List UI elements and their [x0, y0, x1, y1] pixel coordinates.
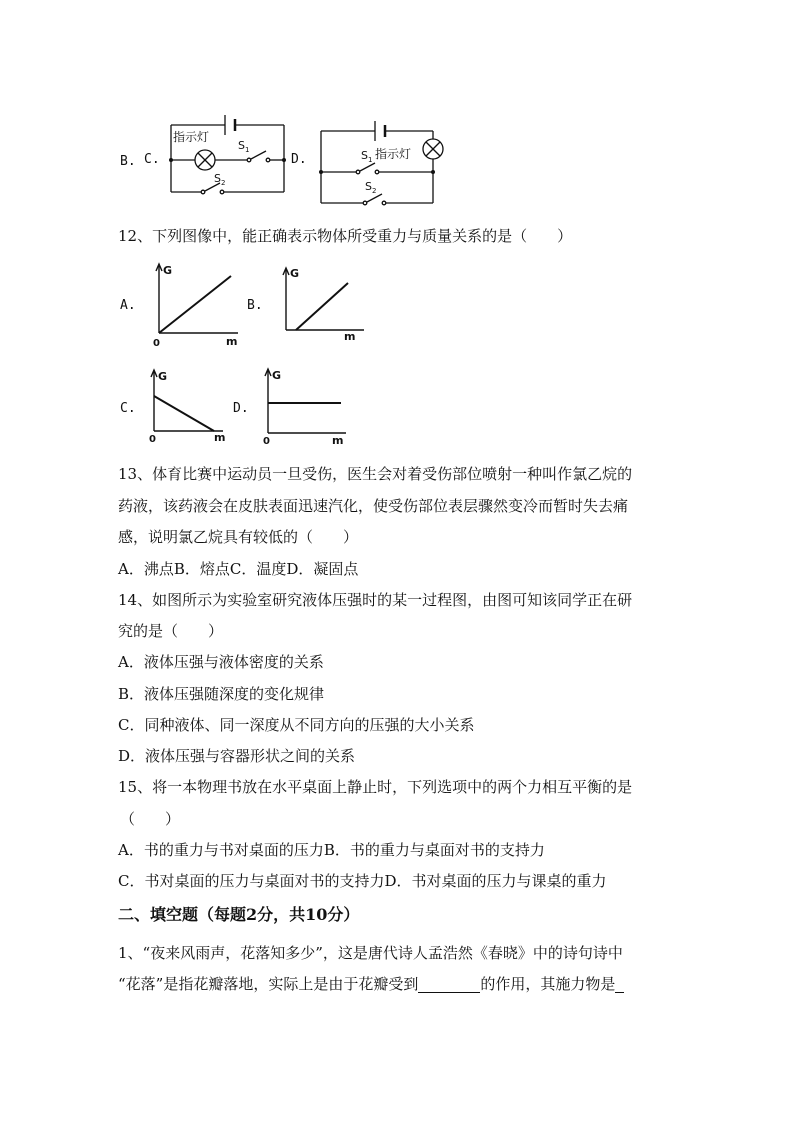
question-12-stem: 12、下列图像中，能正确表示物体所受重力与质量关系的是（ ）: [118, 227, 573, 245]
question-14-option-b: B．液体压强随深度的变化规律: [118, 685, 325, 703]
option-b-label: B.: [120, 154, 136, 169]
answer-blank[interactable]: [418, 977, 480, 993]
question-15-options-ab: A．书的重力与书对桌面的压力B．书的重力与桌面对书的支持力: [118, 841, 545, 859]
question-13-line-2: 药液，该药液会在皮肤表面迅速汽化，使受伤部位表层骤然变冷而暂时失去痛: [118, 497, 629, 515]
question-14-line-1: 14、如图所示为实验室研究液体压强时的某一过程图，由图可知该同学正在研: [118, 591, 633, 609]
svg-text:0: 0: [153, 338, 160, 349]
svg-text:G: G: [158, 370, 168, 383]
svg-text:m: m: [214, 431, 226, 444]
svg-text:m: m: [226, 335, 238, 348]
svg-text:G: G: [163, 264, 173, 277]
lamp-label: 指示灯: [173, 130, 210, 144]
svg-text:G: G: [272, 369, 282, 382]
svg-text:m: m: [344, 330, 356, 343]
question-14-option-a: A．液体压强与液体密度的关系: [118, 653, 324, 671]
question-13-line-1: 13、体育比赛中运动员一旦受伤，医生会对着受伤部位喷射一种叫作氯乙烷的: [118, 465, 633, 483]
question-13-options: A．沸点B．熔点C．温度D．凝固点: [118, 560, 359, 578]
option-b-label: B.: [247, 298, 263, 313]
svg-text:m: m: [332, 434, 344, 447]
svg-text:0: 0: [263, 436, 270, 447]
lamp-label: 指示灯: [375, 147, 412, 161]
fill-question-1-line-1: 1、“夜来风雨声，花落知多少”，这是唐代诗人孟浩然《春晓》中的诗句诗中: [118, 944, 623, 962]
question-14-line-2: 究的是（ ）: [118, 622, 224, 640]
option-c-label: C.: [120, 401, 136, 416]
question-14-option-d: D．液体压强与容器形状之间的关系: [118, 747, 356, 765]
switch-s2-label: $S_2$: [365, 180, 377, 195]
option-c-label: C.: [144, 152, 160, 167]
fill-question-1-text-a: “花落”是指花瓣落地，实际上是由于花瓣受到: [118, 975, 419, 993]
question-13-line-3: 感，说明氯乙烷具有较低的（ ）: [118, 528, 359, 546]
question-14-option-c: C．同种液体、同一深度从不同方向的压强的大小关系: [118, 716, 475, 734]
svg-text:G: G: [290, 267, 300, 280]
svg-text:0: 0: [149, 434, 156, 445]
graph-d: [0, 0, 794, 460]
question-15-options-cd: C．书对桌面的压力与桌面对书的支持力D．书对桌面的压力与课桌的重力: [118, 872, 607, 890]
fill-question-1-text-b: 的作用，其施力物是: [480, 975, 616, 993]
option-d-label: D.: [233, 401, 249, 416]
question-15-line-1: 15、将一本物理书放在水平桌面上静止时，下列选项中的两个力相互平衡的是: [118, 778, 633, 796]
question-15-line-2: （ ）: [120, 810, 181, 828]
switch-s1-label: $S_1$: [238, 139, 250, 154]
answer-blank[interactable]: [615, 977, 624, 993]
fill-question-1-line-2: [118, 977, 624, 993]
section-heading: 二、填空题（每题2分，共10分）: [118, 905, 360, 924]
option-a-label: A.: [120, 298, 136, 313]
switch-s2-label: $S_2$: [214, 172, 226, 187]
switch-s1-label: $S_1$: [361, 149, 373, 164]
option-d-label: D.: [291, 152, 307, 167]
